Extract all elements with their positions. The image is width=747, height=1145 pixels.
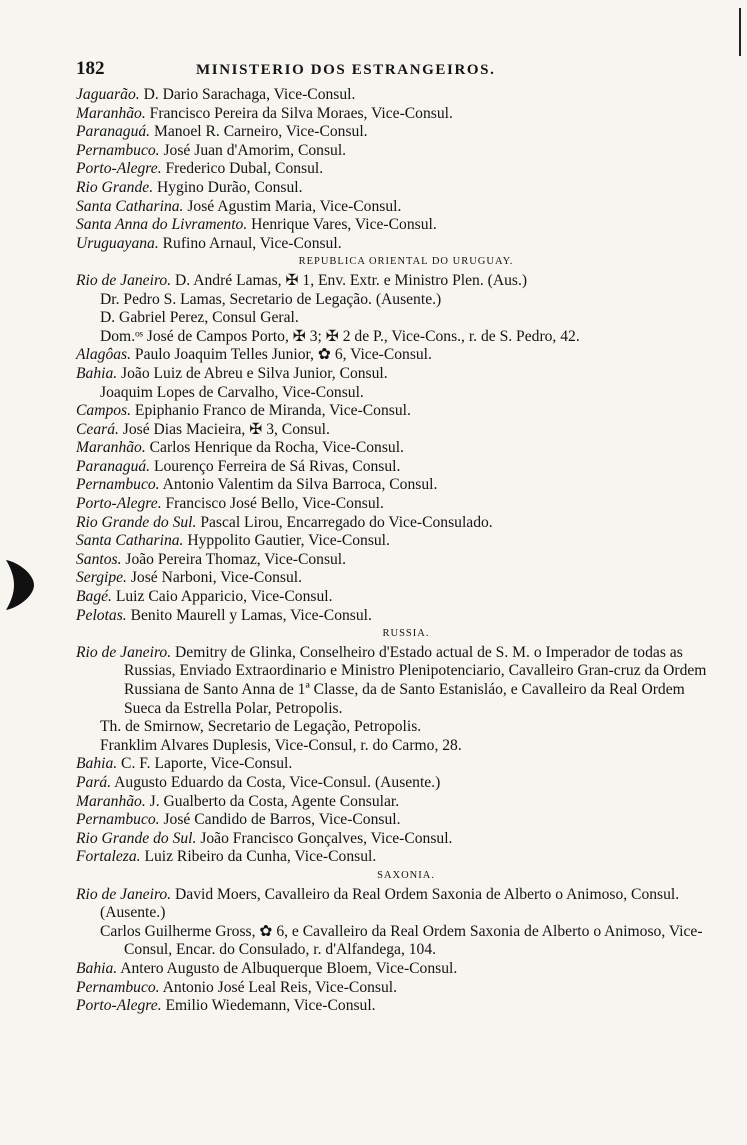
list-item: Porto-Alegre. Francisco José Bello, Vice-Consul. <box>76 495 384 513</box>
list-item: D. Gabriel Perez, Consul Geral. <box>100 309 299 327</box>
list-item: Maranhão. Carlos Henrique da Rocha, Vice-Consul. <box>76 439 404 457</box>
page-header <box>76 58 716 86</box>
list-item: Paranaguá. Manoel R. Carneiro, Vice-Consul. <box>76 123 368 141</box>
list-item: Ceará. José Dias Macieira, ✠ 3, Consul. <box>76 420 330 438</box>
document-page <box>76 58 716 1016</box>
list-item: Fortaleza. Luiz Ribeiro da Cunha, Vice-Consul. <box>76 848 377 866</box>
list-item: Pernambuco. Antonio Valentim da Silva Barroca, Consul. <box>76 476 438 494</box>
list-item: Santos. João Pereira Thomaz, Vice-Consul. <box>76 550 347 568</box>
bleed-through-mark <box>4 556 38 614</box>
list-item: Joaquim Lopes de Carvalho, Vice-Consul. <box>100 383 364 401</box>
list-item: Pará. Augusto Eduardo da Costa, Vice-Consul. (Ausente.) <box>76 773 441 791</box>
list-item: Santa Anna do Livramento. Henrique Vares, Vice-Consul. <box>76 216 437 234</box>
list-continued <box>76 86 716 253</box>
list-item: Porto-Alegre. Emilio Wiedemann, Vice-Consul. <box>76 997 376 1015</box>
section-heading-saxonia: SAXONIA. <box>377 869 435 881</box>
list-item: Bahia. C. F. Laporte, Vice-Consul. <box>76 755 293 773</box>
list-item: Campos. Epiphanio Franco de Miranda, Vice-Consul. <box>76 402 411 420</box>
list-item: Maranhão. J. Gualberto da Costa, Agente Consular. <box>76 792 400 810</box>
list-item: Pernambuco. Antonio José Leal Reis, Vice-Consul. <box>76 978 398 996</box>
list-item: Franklim Alvares Duplesis, Vice-Consul, r. do Carmo, 28. <box>100 736 462 754</box>
margin-rule <box>739 8 741 56</box>
list-item: Dom.ᵒˢ José de Campos Porto, ✠ 3; ✠ 2 de P., Vice-Cons., r. de S. Pedro, 42. <box>100 327 580 345</box>
list-item: Alagôas. Paulo Joaquim Telles Junior, ✿ 6, Vice-Consul. <box>76 346 432 364</box>
list-item: Bahia. João Luiz de Abreu e Silva Junior, Consul. <box>76 364 388 382</box>
section-russia <box>76 644 716 867</box>
list-item: Rio Grande do Sul. João Francisco Gonçalves, Vice-Consul. <box>76 829 453 847</box>
list-item: Santa Catharina. José Agustim Maria, Vice-Consul. <box>76 197 402 215</box>
list-item: Rio Grande. Hygino Durão, Consul. <box>76 178 303 196</box>
list-item: Santa Catharina. Hyppolito Gautier, Vice-Consul. <box>76 532 390 550</box>
list-item: Carlos Guilherme Gross, ✿ 6, e Cavalleiro da Real Ordem Saxonia de Alberto o Animoso, Vice-Consul, Encar. do Consulado, r. d'Alfandega, 104. <box>100 922 703 959</box>
running-title: MINISTERIO DOS ESTRANGEIROS. <box>196 62 496 78</box>
list-item: Uruguayana. Rufino Arnaul, Vice-Consul. <box>76 234 342 252</box>
list-item: Dr. Pedro S. Lamas, Secretario de Legação. (Ausente.) <box>100 290 442 308</box>
list-item: Pelotas. Benito Maurell y Lamas, Vice-Consul. <box>76 606 372 624</box>
section-saxonia <box>76 886 716 1016</box>
section-heading-russia: RUSSIA. <box>382 628 430 640</box>
list-item: Bagé. Luiz Caio Apparicio, Vice-Consul. <box>76 588 333 606</box>
section-heading-uruguay: REPUBLICA ORIENTAL DO URUGUAY. <box>298 256 514 268</box>
list-item: Bahia. Antero Augusto de Albuquerque Bloem, Vice-Consul. <box>76 959 458 977</box>
list-item: Rio de Janeiro. D. André Lamas, ✠ 1, Env. Extr. e Ministro Plen. (Aus.) <box>76 271 528 289</box>
list-item: Pernambuco. José Candido de Barros, Vice-Consul. <box>76 811 401 829</box>
list-item: Rio Grande do Sul. Pascal Lirou, Encarregado do Vice-Consulado. <box>76 513 493 531</box>
list-item: Paranaguá. Lourenço Ferreira de Sá Rivas, Consul. <box>76 457 401 475</box>
list-item: Rio de Janeiro. David Moers, Cavalleiro da Real Ordem Saxonia de Alberto o Animoso, Consul. (Ausente.) <box>76 885 680 922</box>
list-item: Th. de Smirnow, Secretario de Legação, Petropolis. <box>100 718 422 736</box>
list-item: Pernambuco. José Juan d'Amorim, Consul. <box>76 141 347 159</box>
list-item: Rio de Janeiro. Demitry de Glinka, Conselheiro d'Estado actual de S. M. o Imperador de todas as Russias, Enviado Extraordinario e Ministro Plenipotenciario, Cavalleiro Gran-cruz da Ordem Russiana de Santo Anna de 1ª Classe, da de Santo Estanisláo, e Cavalleiro da Real Ordem Sueca da Estrella Polar, Petropolis. <box>76 643 707 717</box>
list-item: Sergipe. José Narboni, Vice-Consul. <box>76 569 303 587</box>
section-uruguay <box>76 272 716 625</box>
list-item: Jaguarão. D. Dario Sarachaga, Vice-Consul. <box>76 86 356 103</box>
list-item: Porto-Alegre. Frederico Dubal, Consul. <box>76 160 324 178</box>
list-item: Maranhão. Francisco Pereira da Silva Moraes, Vice-Consul. <box>76 104 453 122</box>
page-number: 182 <box>76 58 105 79</box>
